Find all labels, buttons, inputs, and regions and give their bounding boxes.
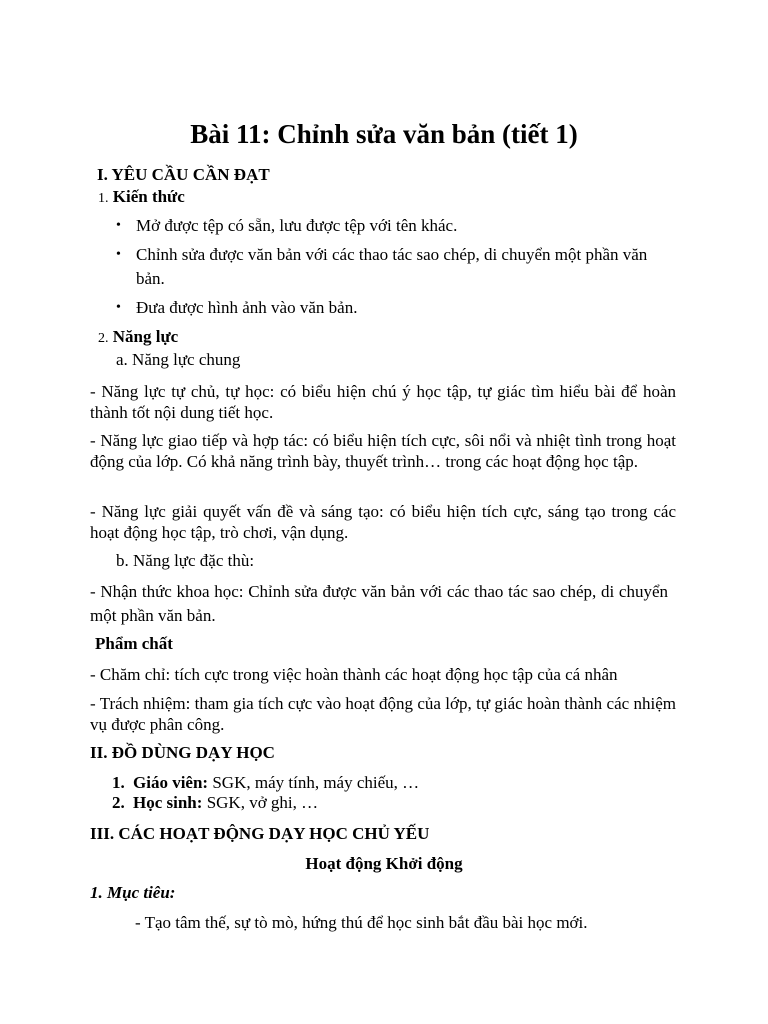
item-number: 2. — [112, 793, 125, 812]
item-text: Năng lực chung — [132, 350, 241, 369]
subsection-competence-heading — [98, 326, 178, 350]
bullet-text: Chỉnh sửa được văn bản với các thao tác sao chép, di chuyển một phần văn bản. — [136, 245, 648, 288]
section-2-heading: II. ĐỒ DÙNG DẠY HỌC — [90, 743, 275, 762]
list-item — [112, 772, 419, 794]
bullet-text: Đưa được hình ảnh vào văn bản. — [136, 298, 358, 317]
bullet-text: Mở được tệp có sẵn, lưu được tệp với tên khác. — [136, 216, 458, 235]
item-letter: a. — [116, 350, 128, 369]
bullet-icon: • — [116, 300, 121, 315]
section-1-heading: I. YÊU CẦU CẦN ĐẠT — [97, 165, 270, 184]
list-item — [116, 214, 676, 238]
item-text: SGK, máy tính, máy chiếu, … — [208, 773, 420, 792]
general-competence-item — [116, 349, 240, 371]
item-text: SGK, vở ghi, … — [202, 793, 319, 812]
paragraph: - Chăm chỉ: tích cực trong việc hoàn thành các hoạt động học tập của cá nhân — [90, 665, 618, 684]
subsection-number: 1. — [98, 191, 109, 206]
lesson-title: Bài 11: Chỉnh sửa văn bản (tiết 1) — [190, 119, 578, 149]
list-item — [116, 243, 676, 291]
goal-label: 1. Mục tiêu: — [90, 883, 176, 902]
bullet-icon: • — [116, 247, 121, 262]
subsection-label: Kiến thức — [112, 187, 185, 206]
item-number: 1. — [112, 773, 125, 792]
item-letter: b. — [116, 551, 129, 570]
subsection-label: Năng lực — [112, 327, 179, 346]
paragraph: - Nhận thức khoa học: Chỉnh sửa được văn bản với các thao tác sao chép, di chuyển một phần văn bản. — [90, 582, 668, 625]
goal-text: - Tạo tâm thế, sự tò mò, hứng thú để học sinh bắt đầu bài học mới. — [135, 913, 588, 932]
list-item — [116, 296, 676, 320]
subsection-knowledge-heading — [98, 186, 185, 210]
item-label: Giáo viên: — [133, 773, 209, 792]
paragraph: - Năng lực giao tiếp và hợp tác: có biểu hiện tích cực, sôi nổi và nhiệt tình trong hoạt động của lớp. Có khả năng trình bày, thuyết trình… trong các hoạt động học tập. — [90, 431, 676, 471]
paragraph: - Năng lực tự chủ, tự học: có biểu hiện chú ý học tập, tự giác tìm hiểu bài để hoàn thành tốt nội dung tiết học. — [90, 382, 676, 422]
section-3-heading: III. CÁC HOẠT ĐỘNG DẠY HỌC CHỦ YẾU — [90, 824, 430, 843]
specific-competence-item — [116, 550, 254, 572]
paragraph: - Trách nhiệm: tham gia tích cực vào hoạt động của lớp, tự giác hoàn thành các nhiệm vụ được phân công. — [90, 694, 676, 734]
bullet-icon: • — [116, 218, 121, 233]
list-item — [112, 792, 318, 814]
item-label: Học sinh: — [133, 793, 203, 812]
subsection-number: 2. — [98, 331, 109, 346]
paragraph: - Năng lực giải quyết vấn đề và sáng tạo: có biểu hiện tích cực, sáng tạo trong các hoạt động học tập, trò chơi, vận dụng. — [90, 502, 676, 542]
item-text: Năng lực đặc thù: — [133, 551, 255, 570]
activity-title: Hoạt động Khởi động — [305, 854, 463, 873]
qualities-heading: Phẩm chất — [95, 634, 173, 653]
